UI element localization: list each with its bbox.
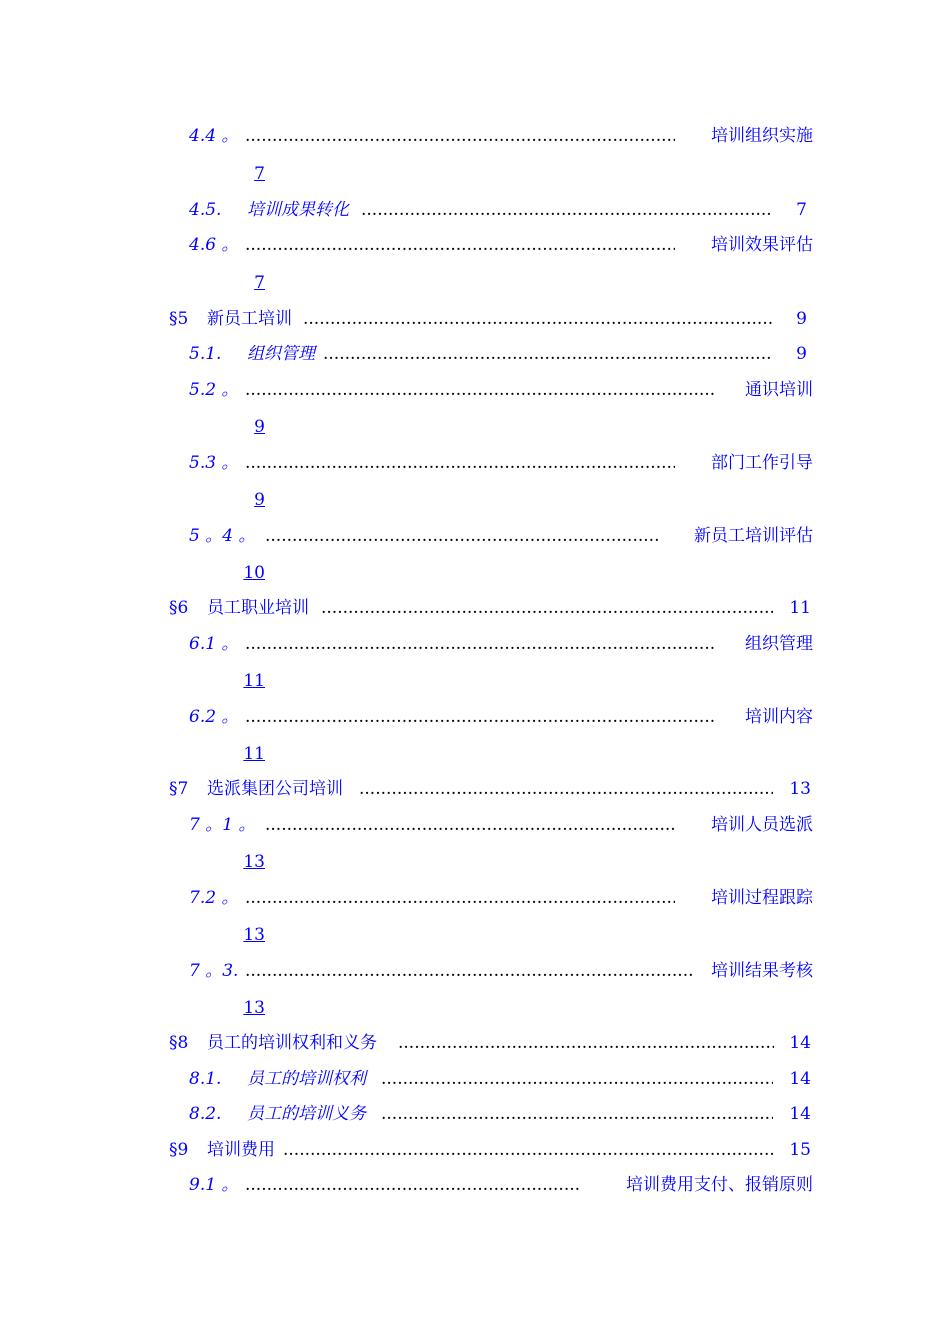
toc-entry-4-4[interactable] [189, 124, 813, 148]
toc-entry-page[interactable]: 9 [254, 417, 265, 437]
toc-entry-number: 7 。1 。 [189, 815, 256, 835]
toc-entry-page[interactable]: 13 [243, 998, 265, 1018]
toc-leader-dots [245, 124, 675, 148]
toc-entry-title: 新员工培训 [207, 309, 292, 329]
toc-entry-title: 通识培训 [745, 380, 813, 400]
toc-entry-6-2[interactable] [189, 705, 813, 729]
toc-leader-dots [245, 451, 675, 475]
toc-entry-title: 培训费用支付、报销原则 [626, 1175, 813, 1195]
toc-entry-number: 8.1. [189, 1069, 222, 1089]
toc-entry-page[interactable]: 10 [243, 563, 265, 583]
toc-entry-number: 4.6 。 [189, 235, 239, 255]
toc-entry-7-3[interactable] [189, 959, 813, 983]
toc-entry-9-1[interactable] [189, 1173, 813, 1197]
toc-entry-page[interactable]: 9 [254, 490, 265, 510]
toc-entry-title: 组织管理 [247, 344, 315, 364]
toc-entry-section-7[interactable] [169, 777, 813, 801]
toc-entry-number: 5.3 。 [189, 453, 239, 473]
toc-entry-page: 11 [789, 598, 811, 618]
toc-leader-dots [245, 886, 675, 910]
toc-entry-title: 选派集团公司培训 [207, 779, 343, 799]
toc-leader-dots [245, 959, 695, 983]
toc-entry-number: 8.2. [189, 1104, 222, 1124]
toc-entry-page[interactable]: 13 [243, 925, 265, 945]
toc-entry-page: 9 [796, 309, 807, 329]
toc-entry-number: 7 。3. [189, 961, 239, 981]
toc-entry-title: 员工职业培训 [207, 598, 309, 618]
toc-leader-dots [245, 632, 715, 656]
toc-entry-page[interactable]: 13 [243, 852, 265, 872]
toc-leader-dots [361, 198, 773, 222]
toc-entry-title: 培训内容 [745, 707, 813, 727]
toc-leader-dots [245, 1173, 581, 1197]
toc-entry-title: 培训过程跟踪 [711, 888, 813, 908]
toc-entry-number: 6.2 。 [189, 707, 239, 727]
toc-entry-7-1[interactable] [189, 813, 813, 837]
toc-leader-dots [381, 1067, 773, 1091]
toc-entry-title: 培训成果转化 [247, 200, 349, 220]
toc-entry-number: 6.1 。 [189, 634, 239, 654]
toc-entry-page[interactable]: 7 [254, 164, 265, 184]
toc-leader-dots [398, 1031, 774, 1055]
toc-entry-section-6[interactable] [169, 596, 813, 620]
toc-entry-title: 培训人员选派 [711, 815, 813, 835]
toc-entry-page: 15 [789, 1140, 811, 1160]
toc-entry-number: §5 [169, 309, 189, 329]
toc-entry-title: 组织管理 [745, 634, 813, 654]
toc-entry-number: §9 [169, 1140, 189, 1160]
toc-entry-number: 7.2 。 [189, 888, 239, 908]
toc-entry-5-4[interactable] [189, 524, 813, 548]
toc-entry-title: 员工的培训义务 [247, 1104, 366, 1124]
toc-entry-5-2[interactable] [189, 378, 813, 402]
toc-entry-title: 部门工作引导 [711, 453, 813, 473]
toc-entry-8-1[interactable] [189, 1067, 813, 1091]
toc-leader-dots [265, 524, 659, 548]
toc-entry-title: 培训组织实施 [711, 126, 813, 146]
toc-entry-number: 5.2 。 [189, 380, 239, 400]
toc-entry-number: 4.5. [189, 200, 222, 220]
toc-entry-page: 13 [789, 779, 811, 799]
toc-entry-page: 7 [796, 200, 807, 220]
toc-leader-dots [265, 813, 677, 837]
toc-entry-4-6[interactable] [189, 233, 813, 257]
toc-entry-5-1[interactable] [189, 342, 813, 366]
toc-entry-7-2[interactable] [189, 886, 813, 910]
toc-entry-page: 14 [789, 1033, 811, 1053]
toc-entry-title: 培训效果评估 [711, 235, 813, 255]
toc-entry-section-5[interactable] [169, 307, 813, 331]
toc-entry-number: 4.4 。 [189, 126, 239, 146]
toc-leader-dots [245, 705, 715, 729]
toc-leader-dots [245, 378, 715, 402]
toc-entry-number: 9.1 。 [189, 1175, 239, 1195]
toc-entry-6-1[interactable] [189, 632, 813, 656]
toc-entry-title: 员工的培训权利 [247, 1069, 366, 1089]
toc-leader-dots [283, 1138, 773, 1162]
toc-entry-8-2[interactable] [189, 1102, 813, 1126]
toc-entry-number: §8 [169, 1033, 189, 1053]
toc-entry-title: 培训结果考核 [711, 961, 813, 981]
toc-entry-title: 新员工培训评估 [694, 526, 813, 546]
toc-entry-page: 14 [789, 1104, 811, 1124]
toc-entry-number: §7 [169, 779, 189, 799]
toc-entry-4-5[interactable] [189, 198, 813, 222]
toc-leader-dots [359, 777, 773, 801]
toc-leader-dots [321, 596, 773, 620]
toc-leader-dots [381, 1102, 773, 1126]
toc-entry-page[interactable]: 11 [243, 671, 265, 691]
toc-entry-5-3[interactable] [189, 451, 813, 475]
toc-entry-page[interactable]: 7 [254, 273, 265, 293]
toc-entry-section-8[interactable] [169, 1031, 813, 1055]
toc-entry-title: 员工的培训权利和义务 [207, 1033, 377, 1053]
toc-leader-dots [245, 233, 675, 257]
toc-entry-number: §6 [169, 598, 189, 618]
toc-entry-title: 培训费用 [207, 1140, 275, 1160]
toc-entry-page[interactable]: 11 [243, 744, 265, 764]
toc-entry-page: 9 [796, 344, 807, 364]
toc-entry-page: 14 [789, 1069, 811, 1089]
toc-leader-dots [303, 307, 773, 331]
toc-entry-number: 5.1. [189, 344, 222, 364]
toc-leader-dots [323, 342, 773, 366]
toc-entry-number: 5 。4 。 [189, 526, 256, 546]
toc-entry-section-9[interactable] [169, 1138, 813, 1162]
